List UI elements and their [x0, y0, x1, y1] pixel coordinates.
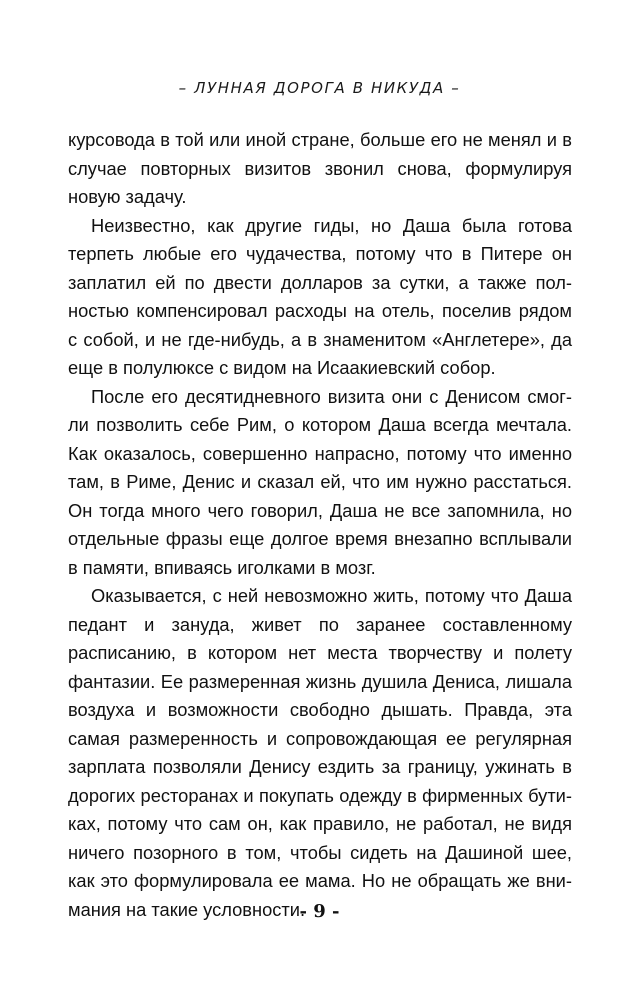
paragraph-rome: После его десятидневного визита они с Денисом смогли позволить себе Рим, о котором Даша всегда мечтала. Как оказалось, совершенно напрасно, потому что именно там, в Риме, Денис и сказал ей, что им нужно расстаться. Он тогда много чего говорил, Даша не все запомнила, но отдельные фразы еще долгое время внезапно всплывали в памяти, впиваясь иголками в мозг. [68, 385, 572, 578]
body-text [68, 126, 572, 924]
page-number: - 9 - [299, 901, 340, 922]
paragraph-reasons: Оказывается, с ней невозможно жить, потому что Даша педант и зануда, живет по заранее составленному расписанию, в котором нет места творчеству и полету фантазии. Ее размеренная жизнь душила Дениса, лишала воздуха и возможности свободно дышать. Правда, эта самая размеренность и сопровождающая ее регулярная зарплата позволяли Денису ездить за границу, ужинать в дорогих ресторанах и покупать одежду в фирменных бутиках, потому что сам он, как правило, не работал, не видя ничего позорного в том, чтобы сидеть на Дашиной шее, как это формулировала ее мама. Но не обращать же внимания на такие условности. [68, 585, 572, 920]
paragraph-continuation: курсовода в той или иной стране, больше его не менял и в случае повторных визитов звонил снова, формулируя новую задачу. [68, 129, 572, 207]
running-title: – ЛУННАЯ ДОРОГА В НИКУДА – [178, 79, 461, 97]
paragraph-guides: Неизвестно, как другие гиды, но Даша была готова терпеть любые его чудачества, потому что в Питере он заплатил ей по двести долларов за сутки, а также полностью компенсировал расходы на отель, поселив рядом с собой, и не где-нибудь, а в знаменитом «Англетере», да еще в полулюксе с видом на Исаакиевский собор. [68, 214, 572, 378]
